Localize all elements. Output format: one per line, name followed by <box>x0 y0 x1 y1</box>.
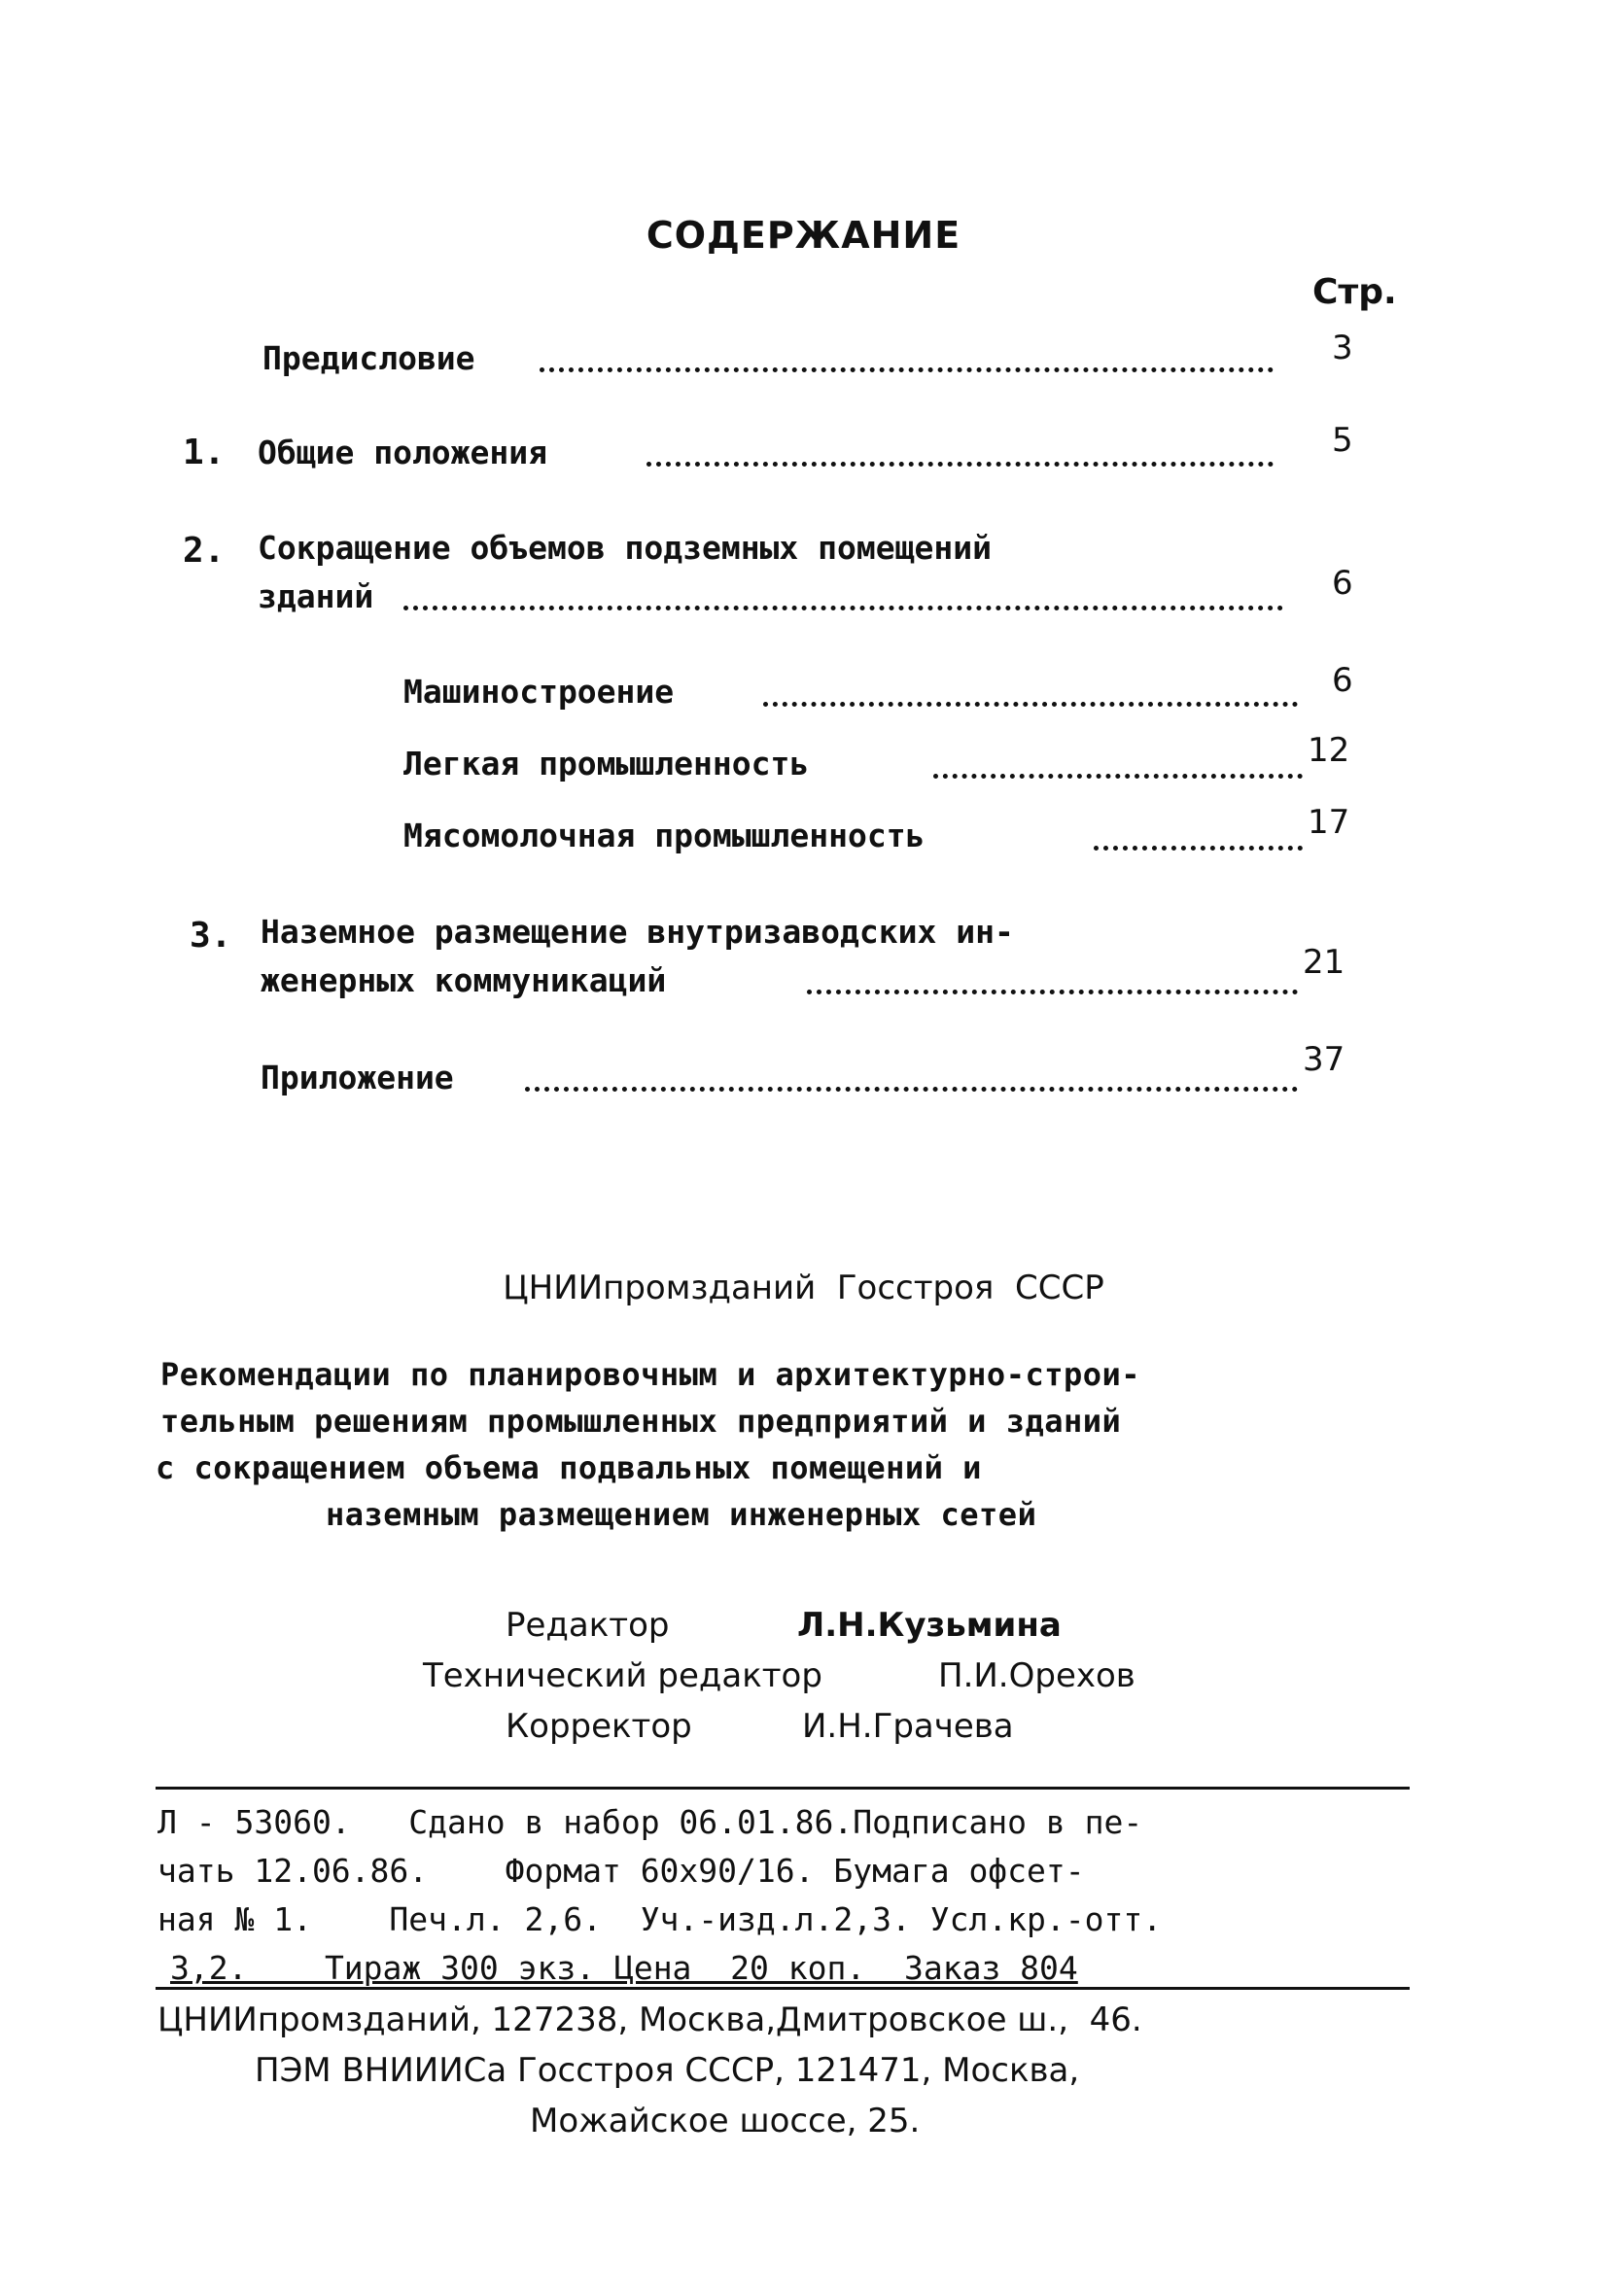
print-details-line: чать 12.06.86. Формат 60х90/16. Бумага офсет- <box>157 1852 1085 1890</box>
toc-entry-label: Предисловие <box>262 339 475 377</box>
toc-entry-appendix <box>261 1055 454 1101</box>
toc-entry-reduction-cont <box>258 574 373 620</box>
toc-entry-general <box>258 430 547 476</box>
publication-title-line: с сокращением объема подвальных помещений и <box>156 1449 982 1486</box>
toc-entry-light-industry <box>403 741 809 787</box>
toc-entry-number: 1. <box>183 433 226 472</box>
dot-leader <box>807 990 1298 994</box>
toc-page-number: 6 <box>1332 564 1353 603</box>
toc-entry-surface-placement-cont <box>261 957 666 1004</box>
print-details-line: 3,2. Тираж 300 экз. Цена 20 коп. Заказ 804 <box>170 1949 1078 1987</box>
toc-entry-label: зданий <box>258 577 374 615</box>
toc-page-number: 3 <box>1332 329 1353 367</box>
toc-entry-meat-dairy <box>403 813 925 859</box>
dot-leader <box>403 606 1283 610</box>
dot-leader <box>646 462 1274 467</box>
toc-entry-label: Мясомолочная промышленность <box>403 817 926 854</box>
toc-entry-number: 2. <box>183 531 226 571</box>
toc-page-number: 6 <box>1332 661 1353 700</box>
dot-leader <box>540 367 1274 372</box>
toc-entry-surface-placement <box>261 909 1014 956</box>
toc-entry-preface <box>262 335 475 382</box>
toc-entry-label: Легкая промышленность <box>403 745 810 783</box>
publication-title-line: наземным размещением инженерных сетей <box>326 1496 1037 1533</box>
publisher-institution: ЦНИИпромзданий Госстроя СССР <box>503 1269 1104 1307</box>
credit-corrector-role: Корректор <box>506 1707 692 1746</box>
credit-editor-name: Л.Н.Кузьмина <box>797 1606 1062 1645</box>
toc-entry-number: 3. <box>190 916 232 956</box>
print-details-line: Л - 53060. Сдано в набор 06.01.86.Подписано в пе- <box>157 1803 1143 1841</box>
address-line: ПЭМ ВНИИИСа Госстроя СССР, 121471, Москва, <box>255 2051 1080 2090</box>
dot-leader <box>525 1087 1298 1092</box>
dot-leader <box>763 702 1298 707</box>
toc-entry-reduction <box>258 525 992 572</box>
credit-tech-editor-role: Технический редактор <box>423 1656 822 1695</box>
dot-leader <box>1094 846 1303 851</box>
print-details-line: ная № 1. Печ.л. 2,6. Уч.-изд.л.2,3. Усл.кр.-отт. <box>157 1900 1163 1938</box>
toc-entry-label: женерных коммуникаций <box>261 961 667 999</box>
divider-top <box>156 1787 1410 1790</box>
credit-corrector-name: И.Н.Грачева <box>802 1707 1014 1746</box>
toc-entry-label: Сокращение объемов подземных помещений <box>258 529 992 567</box>
dot-leader <box>933 774 1303 779</box>
address-line: Можайское шоссе, 25. <box>530 2102 921 2140</box>
toc-page-number: 21 <box>1303 943 1345 982</box>
toc-title: СОДЕРЖАНИЕ <box>646 214 961 257</box>
page-column-label: Стр. <box>1312 272 1397 312</box>
credit-editor-role: Редактор <box>506 1606 670 1645</box>
publication-title-line: тельным решениям промышленных предприятий и зданий <box>160 1403 1122 1440</box>
credit-tech-editor-name: П.И.Орехов <box>938 1656 1135 1695</box>
toc-entry-label: Приложение <box>261 1059 454 1096</box>
divider-bottom <box>156 1987 1410 1990</box>
publication-title-line: Рекомендации по планировочным и архитектурно-строи- <box>160 1356 1141 1393</box>
toc-entry-label: Машиностроение <box>403 673 675 711</box>
toc-page-number: 12 <box>1308 731 1350 770</box>
toc-page-number: 5 <box>1332 421 1353 460</box>
toc-entry-label: Общие положения <box>258 434 548 471</box>
toc-page-number: 17 <box>1308 803 1350 842</box>
toc-entry-machinery <box>403 669 674 715</box>
address-line: ЦНИИпромзданий, 127238, Москва,Дмитровское ш., 46. <box>157 2000 1142 2039</box>
toc-page-number: 37 <box>1303 1040 1345 1079</box>
toc-entry-label: Наземное размещение внутризаводских ин- <box>261 913 1014 951</box>
